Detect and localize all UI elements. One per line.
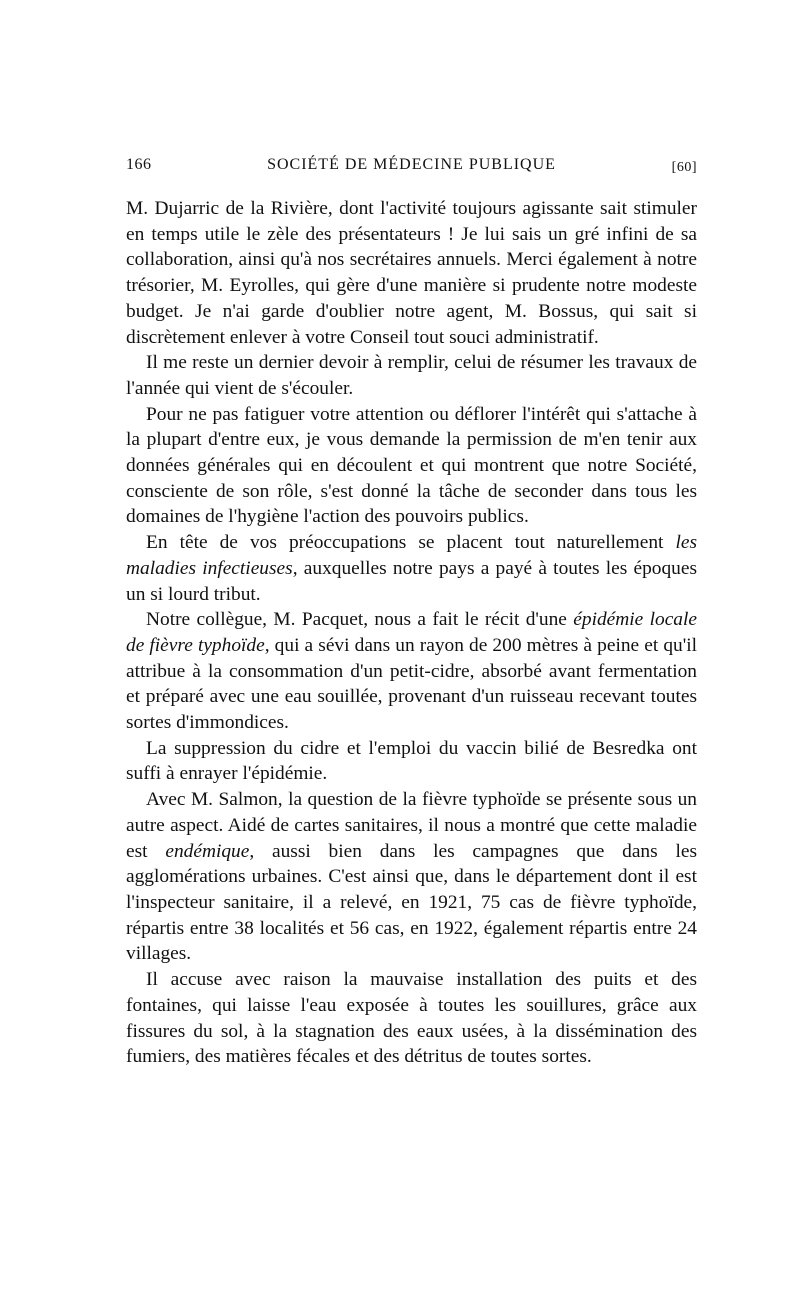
- paragraph-text: , qui a sévi dans un rayon de 200 mètres à peine et qu'il attribue à la consommation d'un petit-cidre, absorbé avant fermentation et préparé avec une eau souillée, provenant d'un ruisseau recevant toutes sortes d'immondices.: [126, 634, 697, 734]
- paragraph-text: En tête de vos préoccupations se placent tout naturellement: [146, 532, 676, 554]
- paragraph-text: , auxquelles notre pays a payé à toutes les époques un si lourd tribut.: [126, 557, 698, 605]
- paragraph: Pour ne pas fatiguer votre attention ou déflorer l'intérêt qui s'attache à la plupart d'entre eux, je vous demande la permission de m'en tenir aux données générales qui en découlent et qui montrent que notre Société, consciente de son rôle, s'est donné la tâche de seconder dans tous les domaines de l'hygiène l'action des pouvoirs publics.: [126, 403, 697, 528]
- section-mark: [60]: [671, 160, 697, 175]
- page-number: 166: [126, 156, 152, 173]
- paragraph: Il me reste un dernier devoir à remplir, celui de résumer les travaux de l'année qui vient de s'écouler.: [126, 352, 697, 399]
- body-text: [126, 196, 697, 1070]
- running-header: [126, 150, 697, 182]
- italic-term: endémique: [165, 840, 250, 862]
- italic-term: épidémie locale de fièvre typhoïde: [126, 609, 697, 656]
- italic-term: les maladies infectieuses: [126, 532, 697, 579]
- paragraph: M. Dujarric de la Rivière, dont l'activité toujours agissante sait stimuler en temps utile le zèle des présentateurs ! Je lui sais un gré infini de sa collaboration, ainsi qu'à nos secrétaires annuels. Merci également à notre trésorier, M. Eyrolles, qui gère d'une manière si prudente notre modeste budget. Je n'ai garde d'oublier notre agent, M. Bossus, qui sait si discrètement enlever à votre Conseil tout souci administratif.: [126, 198, 697, 348]
- paragraph: Il accuse avec raison la mauvaise installation des puits et des fontaines, qui laisse l'eau exposée à toutes les souillures, grâce aux fissures du sol, à la stagnation des eaux usées, à la dissémination des fumiers, des matières fécales et des détritus de toutes sortes.: [126, 969, 697, 1068]
- paragraph-text: Notre collègue, M. Pacquet, nous a fait le récit d'une: [146, 609, 574, 631]
- running-title: SOCIÉTÉ DE MÉDECINE PUBLIQUE: [267, 156, 556, 173]
- paragraph: [126, 530, 697, 607]
- document-page: [126, 150, 697, 1070]
- paragraph-text: Avec M. Salmon, la question de la fièvre typhoïde se présente sous un autre aspect. Aidé de cartes sanitaires, il nous a montré que cette maladie est: [126, 789, 697, 862]
- paragraph: La suppression du cidre et l'emploi du vaccin bilié de Besredka ont suffi à enrayer l'épidémie.: [126, 737, 697, 785]
- paragraph: [126, 787, 697, 967]
- paragraph: [126, 607, 697, 736]
- paragraph-text: , aussi bien dans les campagnes que dans les agglomérations urbaines. C'est ainsi que, dans le département dont il est l'inspecteur sanitaire, il a relevé, en 1921, 75 cas de fièvre typhoïde, répartis entre 38 localités et 56 cas, en 1922, également répartis entre 24 villages.: [126, 840, 697, 965]
